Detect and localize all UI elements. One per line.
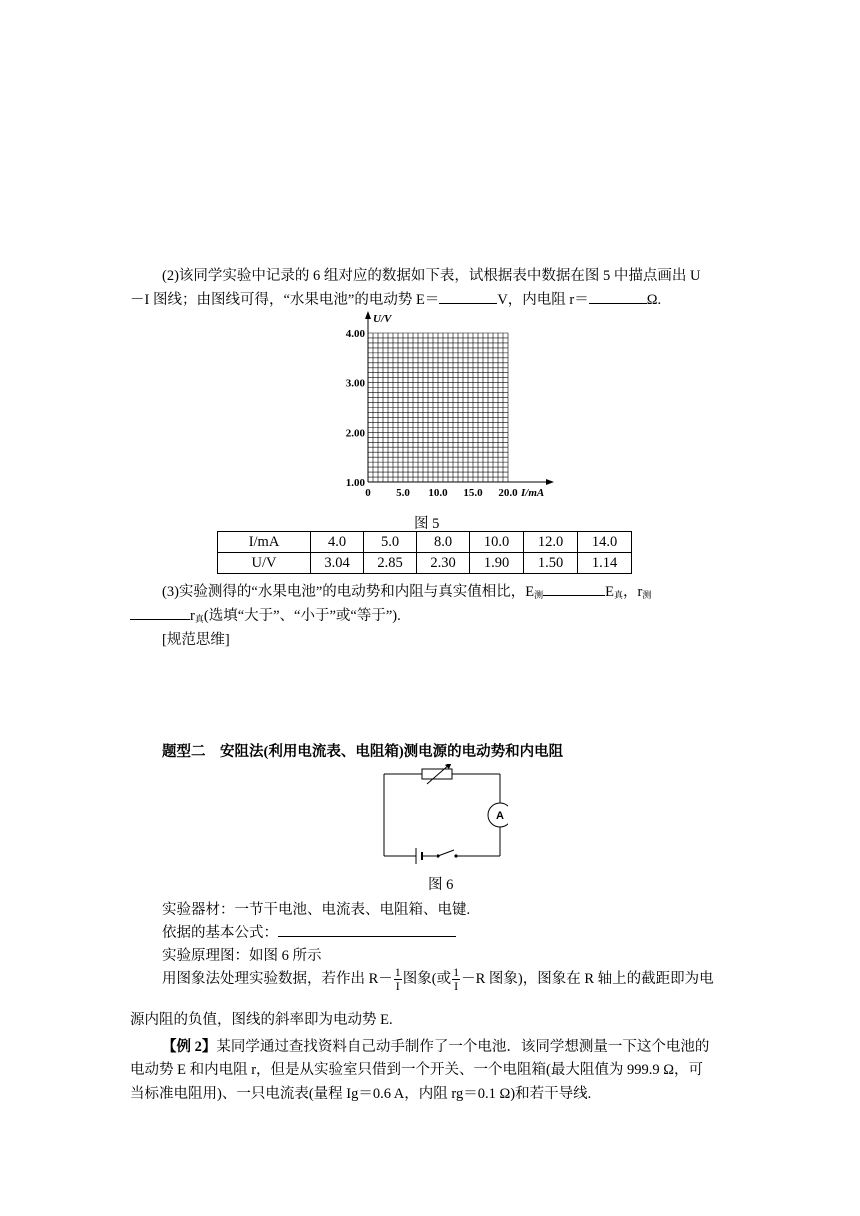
r-compare-blank[interactable] [130,607,190,620]
y-axis-arrow-icon [365,311,371,319]
example2-line3: 当标准电阻用)、一只电流表(量程 Ig＝0.6 A，内阻 rg＝0.1 Ω)和若干导线. [130,1086,592,1102]
graph-text-b: 图象(或 [402,970,452,987]
table-row [218,532,632,553]
table-cell: 10.0 [470,532,524,553]
x-axis-arrow-icon [546,479,554,485]
frac-num: 1 [453,965,460,979]
q2-line2-b: V，内电阻 r＝ [497,292,589,308]
x-tick-label: 0 [365,487,371,499]
sub-zhen: 真 [194,614,204,624]
example2-line1 [162,1035,709,1056]
graph-method-line1 [162,966,714,993]
q3-line1-c: ，r [623,584,643,600]
formula-label: 依据的基本公式： [162,925,278,941]
example2-text1: 某同学通过查找资料自己动手制作了一个电池．该同学想测量一下这个电池的 [216,1039,710,1055]
sub-zhen: 真 [614,590,624,600]
example2-tag: 【例 2】 [162,1039,217,1055]
table-cell: 5.0 [364,532,417,553]
q2-line2-a: －I 图线；由图线可得，“水果电池”的电动势 E＝ [130,292,440,308]
table-cell: 8.0 [417,532,470,553]
q3-line2 [130,604,401,625]
data-table [217,531,632,574]
q3-line1-b: E [605,584,615,600]
guifan-siwei: [规范思维] [162,632,230,648]
table-cell: 2.85 [364,553,417,574]
table-cell: 14.0 [578,532,632,553]
frac-den: I [454,979,459,993]
y-tick-label: 3.00 [345,377,365,390]
fig5-caption: 图 5 [414,516,440,532]
sub-ce: 测 [534,590,544,600]
table-cell: I/mA [218,532,311,553]
graph-text-c: －R 图象)，图象在 R 轴上的截距即为电 [461,970,714,987]
graph-method-line2: 源内阻的负值，图线的斜率即为电动势 E. [130,1012,393,1028]
fig5-chart [335,306,575,506]
table-cell: 2.30 [417,553,470,574]
q3-line2-b: (选填“大于”、“小于”或“等于”). [203,608,401,624]
fraction-1-over-I [452,966,460,993]
y-axis-label: U/V [373,313,392,325]
resistor-box-icon [422,769,452,779]
ammeter-label: A [496,810,504,822]
formula-line [162,921,456,942]
sub-ce: 测 [642,590,652,600]
q2-line2-c: Ω. [646,292,662,308]
equipment-text: 实验器材：一节干电池、电流表、电阻箱、电键. [162,902,471,918]
y-tick-label: 4.00 [345,328,365,340]
frac-den: I [395,979,400,993]
x-axis-label: I/mA [521,487,545,499]
principle-text: 实验原理图：如图 6 所示 [162,948,322,964]
x-tick-label: 10.0 [428,487,448,499]
resistance-answer-blank[interactable] [589,291,647,304]
table-cell: 1.14 [578,553,632,574]
x-tick-label: 15.0 [463,487,483,499]
table-cell: 1.50 [524,553,578,574]
graph-text-a: 用图象法处理实验数据，若作出 R－ [162,970,393,987]
table-cell: 4.0 [311,532,364,553]
fraction-1-over-I [394,966,402,993]
formula-blank[interactable] [278,924,456,937]
example2-line2: 电动势 E 和内电阻 r，但是从实验室只借到一个开关、一个电阻箱(最大阻值为 999.9 Ω，可 [130,1062,704,1078]
chart-axes [365,311,554,485]
table-cell: 3.04 [311,553,364,574]
x-tick-label: 20.0 [498,487,518,499]
table-cell: U/V [218,553,311,574]
y-tick-label: 2.00 [345,427,365,440]
q2-line1: (2)该同学实验中记录的 6 组对应的数据如下表，试根据表中数据在图 5 中描点画出 U [162,268,701,284]
emf-compare-blank[interactable] [543,583,605,596]
frac-num: 1 [394,965,401,979]
q3-line1 [162,580,651,601]
table-cell: 1.90 [470,553,524,574]
x-tick-label: 5.0 [396,487,410,499]
table-row [218,553,632,574]
switch-icon [438,850,454,856]
q3-line2-a: r [190,608,195,624]
y-tick-label: 1.00 [345,477,365,489]
section2-title: 题型二 安阻法(利用电流表、电阻箱)测电源的电动势和内电阻 [162,744,564,760]
table-cell: 12.0 [524,532,578,553]
fig6-caption: 图 6 [428,877,454,893]
emf-answer-blank[interactable] [439,291,497,304]
fig6-circuit [378,764,508,864]
chart-grid [368,333,508,482]
q3-line1-a: (3)实验测得的“水果电池”的电动势和内阻与真实值相比，E [162,584,535,600]
